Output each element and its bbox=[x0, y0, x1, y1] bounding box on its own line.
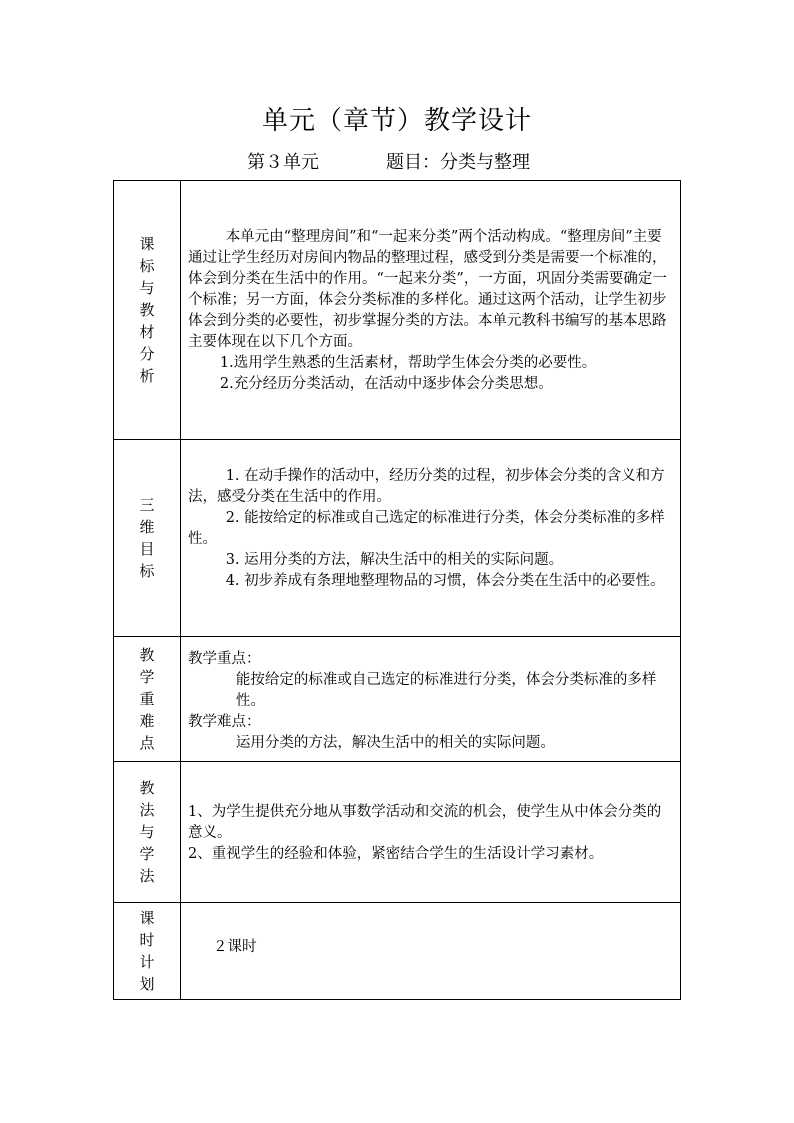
label-char: 教 bbox=[139, 301, 155, 319]
label-char: 与 bbox=[139, 279, 155, 297]
label-char: 教 bbox=[139, 779, 155, 797]
section-content-objectives bbox=[181, 440, 681, 637]
label-char: 划 bbox=[139, 975, 155, 993]
unit-label: 第３单元 bbox=[247, 152, 319, 173]
label-char: 法 bbox=[139, 867, 155, 885]
label-char: 时 bbox=[139, 931, 155, 949]
section-content-analysis bbox=[181, 181, 681, 440]
section-content-schedule bbox=[181, 903, 681, 1000]
objective-2: 2. 能按给定的标准或自己选定的标准进行分类，体会分类标准的多样性。 bbox=[188, 510, 665, 547]
section-content-methods bbox=[181, 762, 681, 903]
key-text: 能按给定的标准或自己选定的标准进行分类，体会分类标准的多样性。 bbox=[235, 672, 657, 709]
label-char: 与 bbox=[139, 823, 155, 841]
vertical-label bbox=[114, 777, 180, 887]
label-char: 标 bbox=[139, 257, 155, 275]
vertical-label bbox=[114, 494, 180, 582]
label-char: 课 bbox=[139, 909, 155, 927]
label-char: 点 bbox=[139, 734, 155, 752]
label-char: 目 bbox=[139, 540, 155, 558]
objective-4: 4. 初步养成有条理地整理物品的习惯，体会分类在生活中的必要性。 bbox=[225, 573, 665, 589]
label-char: 分 bbox=[139, 345, 155, 363]
section-label-schedule bbox=[114, 903, 181, 1000]
analysis-point-2: 2.充分经历分类活动，在活动中逐步体会分类思想。 bbox=[219, 376, 553, 392]
label-char: 计 bbox=[139, 953, 155, 971]
key-heading: 教学重点： bbox=[188, 651, 261, 667]
label-char: 三 bbox=[139, 496, 155, 514]
vertical-label bbox=[114, 233, 180, 387]
label-char: 课 bbox=[139, 235, 155, 253]
analysis-paragraph: 本单元由“整理房间”和“一起来分类”两个活动构成。“整理房间”主要通过让学生经历对房间内物品的整理过程，感受到分类是需要一个标准的，体会到分类在生活中的作用。“一起来分类”，一方面，巩固分类需要确定一个标准；另一方面，体会分类标准的多样化。通过这两个活动，让学生初步体会到分类的必要性，初步掌握分类的方法。本单元教科书编写的基本思路主要体现在以下几个方面。 bbox=[188, 229, 667, 350]
document-title: 单元（章节）教学设计 bbox=[261, 106, 532, 136]
objective-1: 1. 在动手操作的活动中，经历分类的过程，初步体会分类的含义和方法，感受分类在生活中的作用。 bbox=[188, 468, 665, 505]
label-char: 法 bbox=[139, 801, 155, 819]
method-1: 1、为学生提供充分地从事数学活动和交流的机会，使学生从中体会分类的意义。 bbox=[188, 804, 662, 841]
label-char: 析 bbox=[139, 367, 155, 385]
section-label-objectives bbox=[114, 440, 181, 637]
label-char: 难 bbox=[139, 712, 155, 730]
table-row bbox=[114, 762, 681, 903]
design-table bbox=[113, 180, 681, 1000]
section-label-analysis bbox=[114, 181, 181, 440]
objective-3: 3. 运用分类的方法，解决生活中的相关的实际问题。 bbox=[225, 552, 564, 568]
analysis-point-1: 1.选用学生熟悉的生活素材，帮助学生体会分类的必要性。 bbox=[219, 355, 597, 371]
table-row bbox=[114, 440, 681, 637]
topic-label: 题目：分类与整理 bbox=[386, 152, 530, 173]
section-label-keypoints bbox=[114, 637, 181, 762]
section-content-keypoints bbox=[181, 637, 681, 762]
table-row bbox=[114, 903, 681, 1000]
table-row bbox=[114, 181, 681, 440]
difficulty-text: 运用分类的方法，解决生活中的相关的实际问题。 bbox=[235, 735, 555, 751]
section-label-methods bbox=[114, 762, 181, 903]
label-char: 教 bbox=[139, 646, 155, 664]
vertical-label bbox=[114, 644, 180, 754]
label-char: 学 bbox=[139, 668, 155, 686]
label-char: 学 bbox=[139, 845, 155, 863]
label-char: 标 bbox=[139, 562, 155, 580]
label-char: 材 bbox=[139, 323, 155, 341]
table-row bbox=[114, 637, 681, 762]
label-char: 重 bbox=[139, 690, 155, 708]
label-char: 维 bbox=[139, 518, 155, 536]
difficulty-heading: 教学难点： bbox=[188, 714, 261, 730]
vertical-label bbox=[114, 907, 180, 995]
method-2: 2、重视学生的经验和体验，紧密结合学生的生活设计学习素材。 bbox=[188, 846, 604, 862]
lesson-count: ２课时 bbox=[213, 939, 257, 955]
